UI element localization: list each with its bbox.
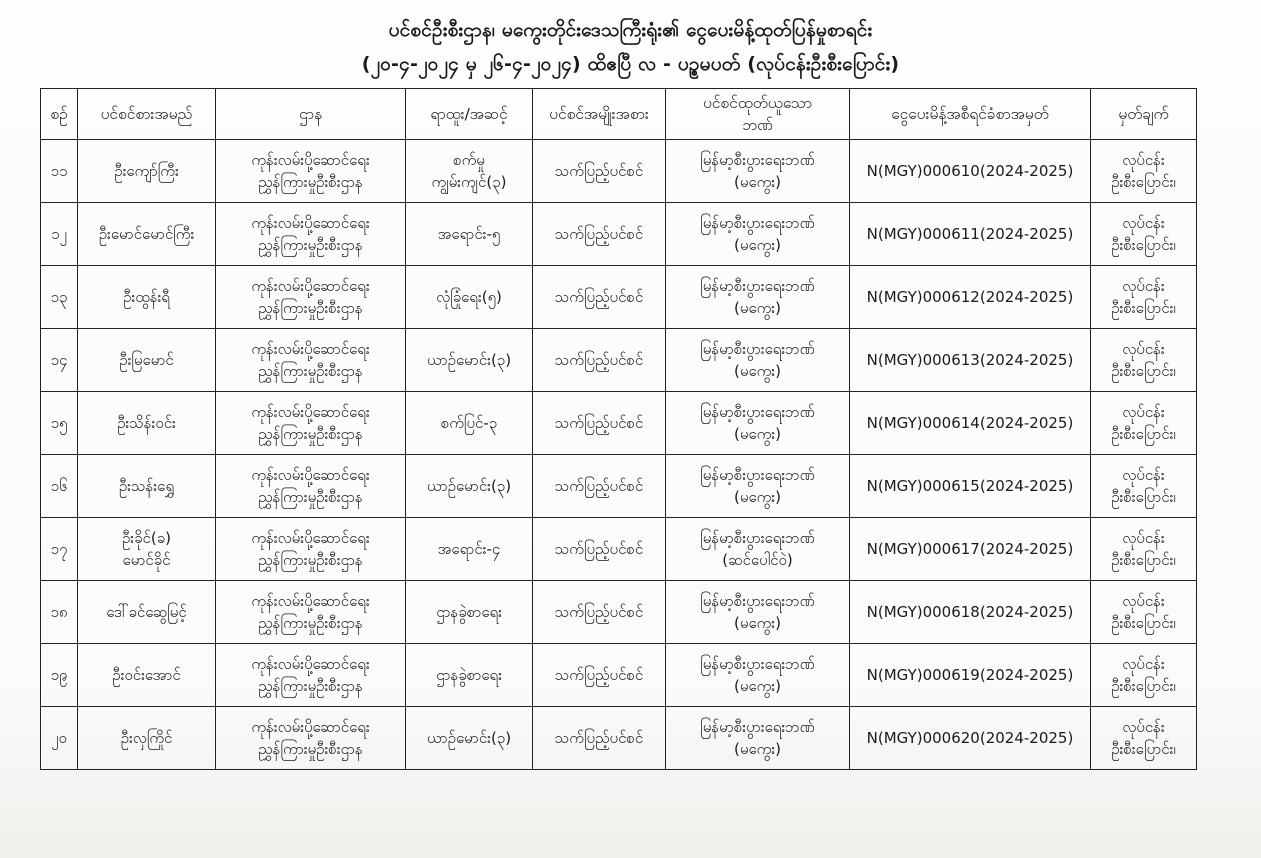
order-number-cell: N(MGY)000610(2024-2025) bbox=[850, 140, 1091, 203]
rank-cell: အရောင်း-၄ bbox=[406, 518, 533, 581]
table-row bbox=[41, 266, 1197, 329]
table-header-row bbox=[41, 89, 1197, 140]
pensioner-name-cell: ဦးလှကြိုင် bbox=[78, 707, 216, 770]
rank-cell: စက်ပြင်-၃ bbox=[406, 392, 533, 455]
rank-cell: ဌာနခွဲစာရေး bbox=[406, 581, 533, 644]
pension-type-cell: သက်ပြည့်ပင်စင် bbox=[533, 581, 666, 644]
table-body bbox=[41, 140, 1197, 770]
serial-cell: ၂၀ bbox=[41, 707, 78, 770]
department-cell: ကုန်းလမ်းပို့ဆောင်ရေး ညွှန်ကြားမှုဦးစီးဌာန bbox=[216, 266, 406, 329]
pension-type-cell: သက်ပြည့်ပင်စင် bbox=[533, 203, 666, 266]
rank-cell: ယာဉ်မောင်း(၃) bbox=[406, 455, 533, 518]
table-row bbox=[41, 329, 1197, 392]
table-row bbox=[41, 455, 1197, 518]
pensioner-name-cell: ဦးသန်းရွှေ bbox=[78, 455, 216, 518]
remarks-cell: လုပ်ငန်း ဦးစီးပြောင်း၊ bbox=[1091, 518, 1197, 581]
bank-cell: မြန်မာ့စီးပွားရေးဘဏ် (မကွေး) bbox=[666, 203, 850, 266]
department-cell: ကုန်းလမ်းပို့ဆောင်ရေး ညွှန်ကြားမှုဦးစီးဌာန bbox=[216, 392, 406, 455]
col-header-bank: ပင်စင်ထုတ်ယူသော ဘဏ် bbox=[666, 89, 850, 140]
rank-cell: လုံခြုံရေး(၅) bbox=[406, 266, 533, 329]
department-cell: ကုန်းလမ်းပို့ဆောင်ရေး ညွှန်ကြားမှုဦးစီးဌာန bbox=[216, 455, 406, 518]
department-cell: ကုန်းလမ်းပို့ဆောင်ရေး ညွှန်ကြားမှုဦးစီးဌာန bbox=[216, 203, 406, 266]
pension-type-cell: သက်ပြည့်ပင်စင် bbox=[533, 329, 666, 392]
pension-type-cell: သက်ပြည့်ပင်စင် bbox=[533, 392, 666, 455]
document-subtitle: (၂၀-၄-၂၀၂၄ မှ ၂၆-၄-၂၀၂၄) ထိဧပြီ လ - ပဉ္စမပတ် (လုပ်ငန်းဦးစီးပြောင်း) bbox=[361, 53, 900, 75]
serial-cell: ၁၁ bbox=[41, 140, 78, 203]
bank-cell: မြန်မာ့စီးပွားရေးဘဏ် (မကွေး) bbox=[666, 455, 850, 518]
serial-cell: ၁၂ bbox=[41, 203, 78, 266]
serial-cell: ၁၈ bbox=[41, 581, 78, 644]
order-number-cell: N(MGY)000620(2024-2025) bbox=[850, 707, 1091, 770]
bank-cell: မြန်မာ့စီးပွားရေးဘဏ် (မကွေး) bbox=[666, 707, 850, 770]
bank-cell: မြန်မာ့စီးပွားရေးဘဏ် (မကွေး) bbox=[666, 581, 850, 644]
order-number-cell: N(MGY)000612(2024-2025) bbox=[850, 266, 1091, 329]
pensioner-name-cell: ဦးခိုင်(ခ) မောင်ခိုင် bbox=[78, 518, 216, 581]
serial-cell: ၁၅ bbox=[41, 392, 78, 455]
table-row bbox=[41, 140, 1197, 203]
pensioner-name-cell: ဦးမောင်မောင်ကြီး bbox=[78, 203, 216, 266]
pension-type-cell: သက်ပြည့်ပင်စင် bbox=[533, 455, 666, 518]
serial-cell: ၁၃ bbox=[41, 266, 78, 329]
serial-cell: ၁၆ bbox=[41, 455, 78, 518]
remarks-cell: လုပ်ငန်း ဦးစီးပြောင်း၊ bbox=[1091, 266, 1197, 329]
serial-cell: ၁၄ bbox=[41, 329, 78, 392]
remarks-cell: လုပ်ငန်း ဦးစီးပြောင်း၊ bbox=[1091, 329, 1197, 392]
pensioner-name-cell: ဦးထွန်းရီ bbox=[78, 266, 216, 329]
remarks-cell: လုပ်ငန်း ဦးစီးပြောင်း၊ bbox=[1091, 581, 1197, 644]
order-number-cell: N(MGY)000615(2024-2025) bbox=[850, 455, 1091, 518]
bank-cell: မြန်မာ့စီးပွားရေးဘဏ် (ဆင်ပေါင်ဝဲ) bbox=[666, 518, 850, 581]
rank-cell: ယာဉ်မောင်း(၃) bbox=[406, 329, 533, 392]
table-row bbox=[41, 392, 1197, 455]
pension-type-cell: သက်ပြည့်ပင်စင် bbox=[533, 140, 666, 203]
pensioner-name-cell: ဦးမြမောင် bbox=[78, 329, 216, 392]
pensioner-name-cell: ဦးကျော်ကြီး bbox=[78, 140, 216, 203]
col-header-pension-type: ပင်စင်အမျိုးအစား bbox=[533, 89, 666, 140]
order-number-cell: N(MGY)000611(2024-2025) bbox=[850, 203, 1091, 266]
rank-cell: ဌာနခွဲစာရေး bbox=[406, 644, 533, 707]
table-row bbox=[41, 203, 1197, 266]
col-header-remarks: မှတ်ချက် bbox=[1091, 89, 1197, 140]
department-cell: ကုန်းလမ်းပို့ဆောင်ရေး ညွှန်ကြားမှုဦးစီးဌာန bbox=[216, 644, 406, 707]
pensioner-name-cell: ဒေါ်ခင်ဆွေမြင့် bbox=[78, 581, 216, 644]
department-cell: ကုန်းလမ်းပို့ဆောင်ရေး ညွှန်ကြားမှုဦးစီးဌာန bbox=[216, 140, 406, 203]
col-header-department: ဌာန bbox=[216, 89, 406, 140]
order-number-cell: N(MGY)000614(2024-2025) bbox=[850, 392, 1091, 455]
order-number-cell: N(MGY)000613(2024-2025) bbox=[850, 329, 1091, 392]
pension-type-cell: သက်ပြည့်ပင်စင် bbox=[533, 518, 666, 581]
order-number-cell: N(MGY)000619(2024-2025) bbox=[850, 644, 1091, 707]
bank-cell: မြန်မာ့စီးပွားရေးဘဏ် (မကွေး) bbox=[666, 329, 850, 392]
col-header-pensioner-name: ပင်စင်စားအမည် bbox=[78, 89, 216, 140]
pension-type-cell: သက်ပြည့်ပင်စင် bbox=[533, 644, 666, 707]
remarks-cell: လုပ်ငန်း ဦးစီးပြောင်း၊ bbox=[1091, 644, 1197, 707]
department-cell: ကုန်းလမ်းပို့ဆောင်ရေး ညွှန်ကြားမှုဦးစီးဌာန bbox=[216, 518, 406, 581]
remarks-cell: လုပ်ငန်း ဦးစီးပြောင်း၊ bbox=[1091, 140, 1197, 203]
bank-cell: မြန်မာ့စီးပွားရေးဘဏ် (မကွေး) bbox=[666, 266, 850, 329]
table-row bbox=[41, 518, 1197, 581]
remarks-cell: လုပ်ငန်း ဦးစီးပြောင်း၊ bbox=[1091, 392, 1197, 455]
remarks-cell: လုပ်ငန်း ဦးစီးပြောင်း၊ bbox=[1091, 203, 1197, 266]
bank-cell: မြန်မာ့စီးပွားရေးဘဏ် (မကွေး) bbox=[666, 644, 850, 707]
serial-cell: ၁၇ bbox=[41, 518, 78, 581]
col-header-serial: စဉ် bbox=[41, 89, 78, 140]
table-row bbox=[41, 707, 1197, 770]
pensioner-name-cell: ဦးဝင်းအောင် bbox=[78, 644, 216, 707]
pensioner-name-cell: ဦးသိန်းဝင်း bbox=[78, 392, 216, 455]
pension-register-table bbox=[40, 88, 1197, 770]
remarks-cell: လုပ်ငန်း ဦးစီးပြောင်း၊ bbox=[1091, 455, 1197, 518]
serial-cell: ၁၉ bbox=[41, 644, 78, 707]
remarks-cell: လုပ်ငန်း ဦးစီးပြောင်း၊ bbox=[1091, 707, 1197, 770]
pension-type-cell: သက်ပြည့်ပင်စင် bbox=[533, 266, 666, 329]
pension-type-cell: သက်ပြည့်ပင်စင် bbox=[533, 707, 666, 770]
document-title: ပင်စင်ဦးစီးဌာန၊ မကွေးတိုင်းဒေသကြီးရုံး၏ ငွေပေးမိန့်ထုတ်ပြန်မှုစာရင်း bbox=[388, 19, 873, 41]
rank-cell: အရောင်း-၅ bbox=[406, 203, 533, 266]
table-row bbox=[41, 581, 1197, 644]
col-header-order-number: ငွေပေးမိန့်အစီရင်ခံစာအမှတ် bbox=[850, 89, 1091, 140]
table-row bbox=[41, 644, 1197, 707]
bank-cell: မြန်မာ့စီးပွားရေးဘဏ် (မကွေး) bbox=[666, 140, 850, 203]
department-cell: ကုန်းလမ်းပို့ဆောင်ရေး ညွှန်ကြားမှုဦးစီးဌာန bbox=[216, 329, 406, 392]
department-cell: ကုန်းလမ်းပို့ဆောင်ရေး ညွှန်ကြားမှုဦးစီးဌာန bbox=[216, 581, 406, 644]
order-number-cell: N(MGY)000618(2024-2025) bbox=[850, 581, 1091, 644]
col-header-rank: ရာထူး/အဆင့် bbox=[406, 89, 533, 140]
bank-cell: မြန်မာ့စီးပွားရေးဘဏ် (မကွေး) bbox=[666, 392, 850, 455]
rank-cell: ယာဉ်မောင်း(၃) bbox=[406, 707, 533, 770]
rank-cell: စက်မှု ကျွမ်းကျင်(၃) bbox=[406, 140, 533, 203]
order-number-cell: N(MGY)000617(2024-2025) bbox=[850, 518, 1091, 581]
department-cell: ကုန်းလမ်းပို့ဆောင်ရေး ညွှန်ကြားမှုဦးစီးဌာန bbox=[216, 707, 406, 770]
